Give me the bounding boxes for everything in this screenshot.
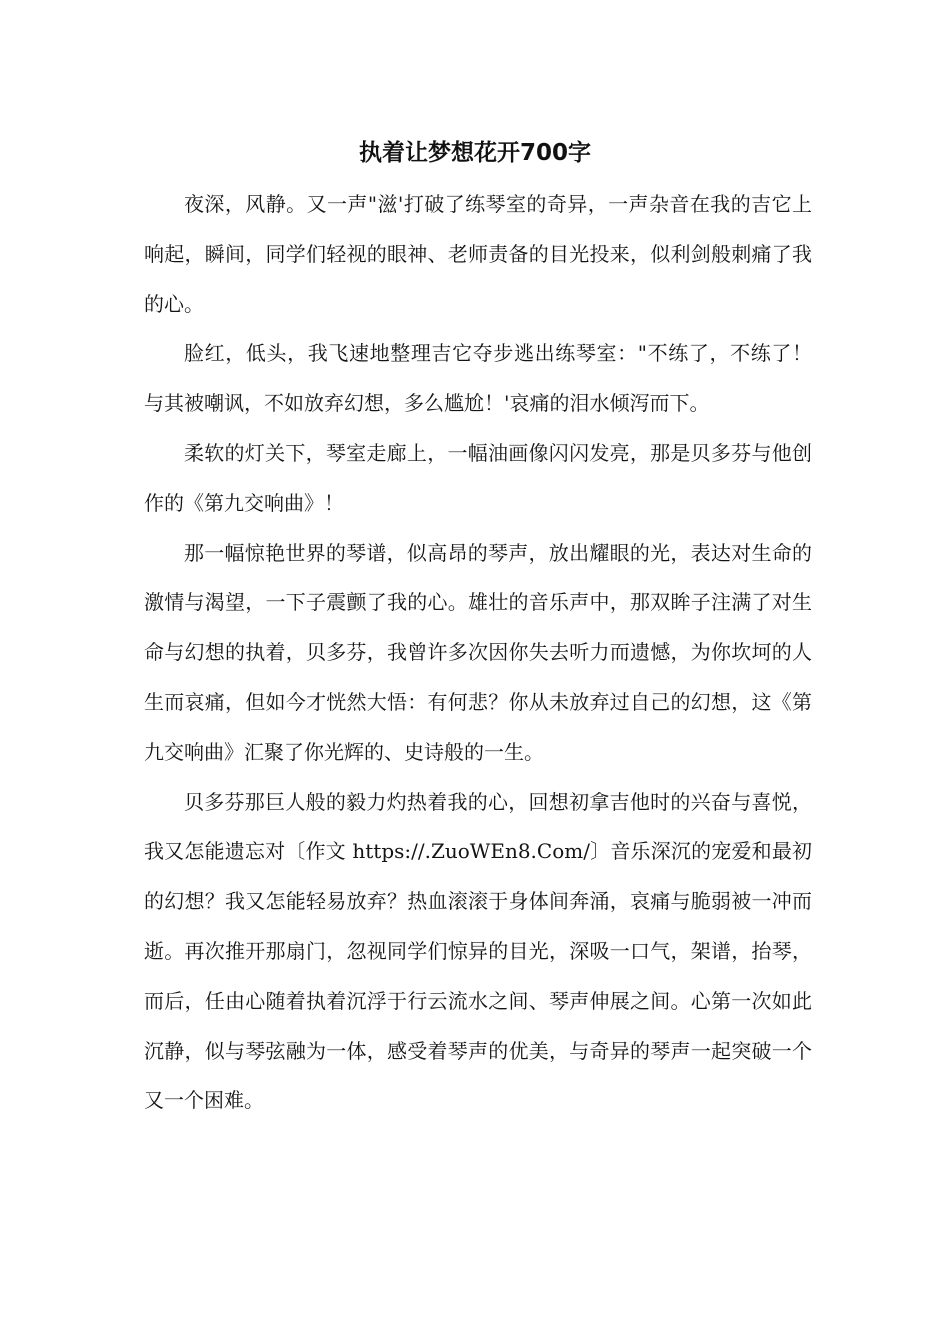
paragraph: 贝多芬那巨人般的毅力灼热着我的心，回想初拿吉他时的兴奋与喜悦，我又怎能遗忘对〔作文 https://.ZuoWEn8.Com/〕音乐深沉的宠爱和最初的幻想？我又怎能轻易放弃？热血滚滚于身体间奔涌，哀痛与脆弱被一冲而逝。再次推开那扇门，忽视同学们惊异的目光，深吸一口气，架谱，抬琴，而后，任由心随着执着沉浮于行云流水之间、琴声伸展之间。心第一次如此沉静，似与琴弦融为一体，感受着琴声的优美，与奇异的琴声一起突破一个又一个困难。 <box>144 789 812 1113</box>
paragraph: 那一幅惊艳世界的琴谱，似高昂的琴声，放出耀眼的光，表达对生命的激情与渴望，一下子震颤了我的心。雄壮的音乐声中，那双眸子注满了对生命与幻想的执着，贝多芬，我曾许多次因你失去听力而遗憾，为你坎坷的人生而哀痛，但如今才恍然大悟：有何悲？你从未放弃过自己的幻想，这《第九交响曲》汇聚了你光辉的、史诗般的一生。 <box>144 540 812 764</box>
paragraph: 脸红，低头，我飞速地整理吉它夺步逃出练琴室："不练了，不练了！与其被嘲讽，不如放弃幻想，多么尴尬！'哀痛的泪水倾泻而下。 <box>144 341 812 416</box>
paragraph: 夜深，风静。又一声"滋'打破了练琴室的奇异，一声杂音在我的吉它上响起，瞬间，同学们轻视的眼神、老师责备的目光投来，似利剑般刺痛了我的心。 <box>144 192 812 316</box>
document-title: 执着让梦想花开700字 <box>358 140 591 166</box>
document-body <box>144 180 812 1126</box>
paragraph: 柔软的灯关下，琴室走廊上，一幅油画像闪闪发亮，那是贝多芬与他创作的《第九交响曲》！ <box>144 440 812 515</box>
